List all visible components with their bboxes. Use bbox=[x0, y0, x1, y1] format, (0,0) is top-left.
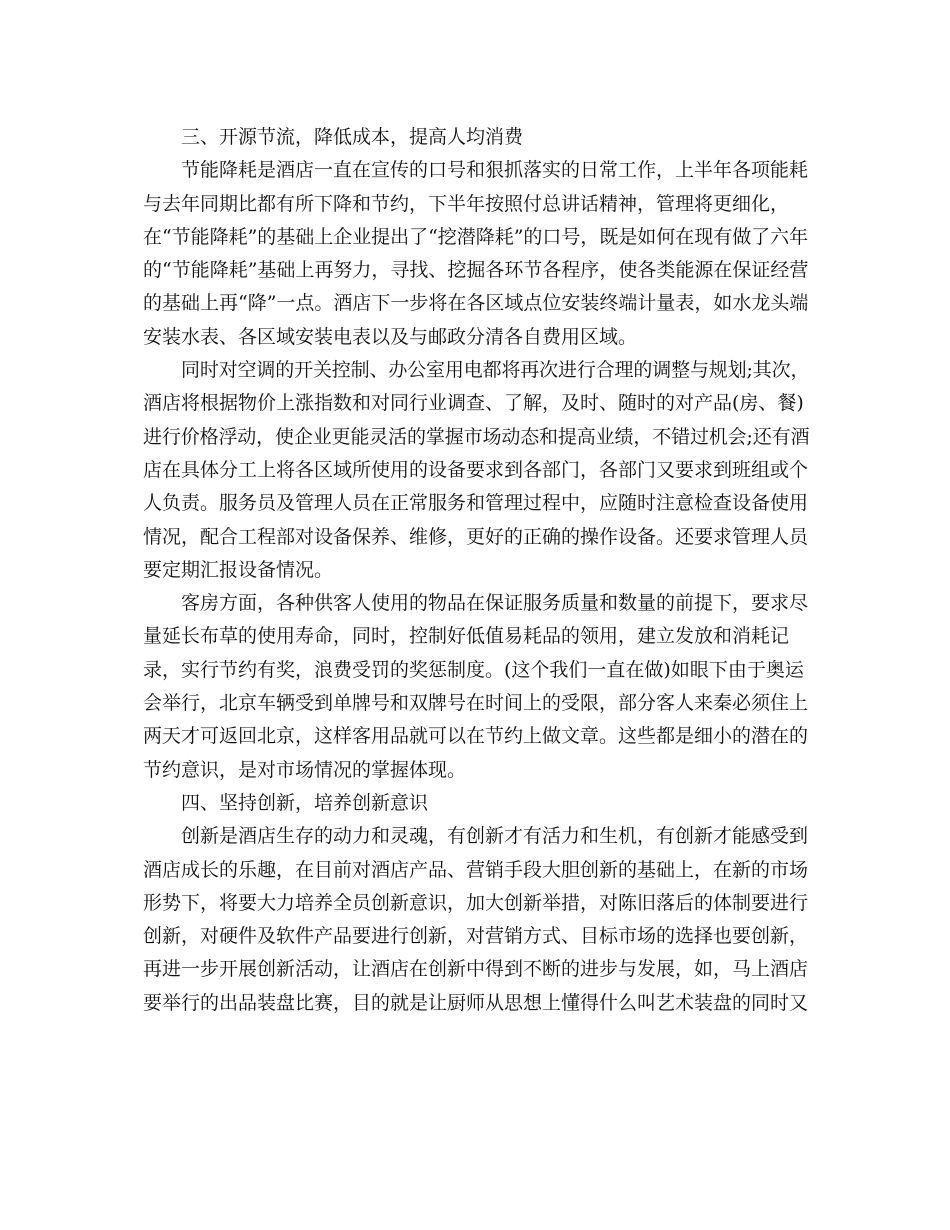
paragraph-line: 进行价格浮动，使企业更能灵活的掌握市场动态和提高业绩，不错过机会;还有酒 bbox=[143, 425, 810, 448]
document-body bbox=[143, 121, 808, 1020]
paragraph-line: 要定期汇报设备情况。 bbox=[143, 558, 334, 581]
paragraph-line: 两天才可返回北京，这样客用品就可以在节约上做文章。这些都是细小的潜在的 bbox=[143, 725, 809, 748]
paragraph-line: 再进一步开展创新活动，让酒店在创新中得到不断的进步与发展，如，马上酒店 bbox=[143, 958, 809, 981]
paragraph-line: 形势下，将要大力培养全员创新意识，加大创新举措，对陈旧落后的体制要进行 bbox=[143, 891, 809, 914]
paragraph-line: 录，实行节约有奖，浪费受罚的奖惩制度。(这个我们一直在做)如眼下由于奥运 bbox=[143, 658, 804, 681]
paragraph-line: 的基础上再“降”一点。酒店下一步将在各区域点位安装终端计量表，如水龙头端 bbox=[143, 292, 809, 315]
paragraph-line: 人负责。服务员及管理人员在正常服务和管理过程中，应随时注意检查设备使用 bbox=[143, 492, 809, 515]
paragraph-line: 量延长布草的使用寿命，同时，控制好低值易耗品的领用，建立发放和消耗记 bbox=[143, 625, 790, 648]
paragraph-line: 情况，配合工程部对设备保养、维修，更好的正确的操作设备。还要求管理人员 bbox=[143, 525, 809, 548]
paragraph-first-line: 三、开源节流，降低成本，提高人均消费 bbox=[181, 126, 524, 148]
paragraph-line: 的“节能降耗”基础上再努力，寻找、挖掘各环节各程序，使各类能源在保证经营 bbox=[143, 259, 809, 282]
paragraph-line: 店在具体分工上将各区域所使用的设备要求到各部门，各部门又要求到班组或个 bbox=[143, 458, 809, 481]
paragraph-first-line: 创新是酒店生存的动力和灵魂，有创新才有活力和生机，有创新才能感受到 bbox=[181, 825, 809, 848]
paragraph-line: 节约意识，是对市场情况的掌握体现。 bbox=[143, 758, 467, 781]
paragraph-line: 酒店成长的乐趣，在目前对酒店产品、营销手段大胆创新的基础上，在新的市场 bbox=[143, 858, 809, 881]
paragraph-line: 在“节能降耗”的基础上企业提出了“挖潜降耗”的口号，既是如何在现有做了六年 bbox=[143, 225, 809, 248]
paragraph-first-line: 四、坚持创新，培养创新意识 bbox=[181, 791, 429, 814]
paragraph-first-line: 同时对空调的开关控制、办公室用电都将再次进行合理的调整与规划;其次， bbox=[181, 359, 810, 382]
paragraph-line: 与去年同期比都有所下降和节约，下半年按照付总讲话精神，管理将更细化， bbox=[143, 192, 790, 215]
paragraph-line: 酒店将根据物价上涨指数和对同行业调查、了解，及时、随时的对产品(房、餐) bbox=[143, 392, 804, 415]
paragraph-first-line: 客房方面，各种供客人使用的物品在保证服务质量和数量的前提下，要求尽 bbox=[181, 592, 809, 615]
paragraph-line: 要举行的出品装盘比赛，目的就是让厨师从思想上懂得什么叫艺术装盘的同时又 bbox=[143, 991, 809, 1014]
paragraph-line: 会举行，北京车辆受到单牌号和双牌号在时间上的受限，部分客人来秦必须住上 bbox=[143, 692, 809, 715]
paragraph-line: 创新，对硬件及软件产品要进行创新，对营销方式、目标市场的选择也要创新， bbox=[143, 925, 809, 948]
paragraph-line: 安装水表、各区域安装电表以及与邮政分清各自费用区域。 bbox=[143, 325, 638, 348]
paragraph-first-line: 节能降耗是酒店一直在宣传的口号和狠抓落实的日常工作，上半年各项能耗 bbox=[181, 159, 809, 182]
